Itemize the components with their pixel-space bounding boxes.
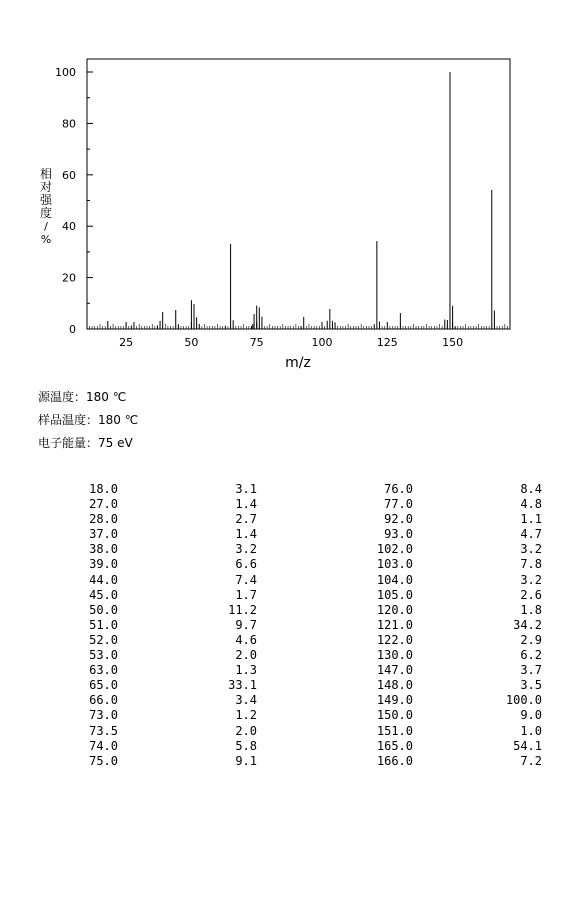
y-tick-label: 0 <box>69 323 76 336</box>
y-tick-label: 60 <box>62 168 76 182</box>
intensity-value: 1.3 <box>235 663 257 678</box>
intensity-value: 9.7 <box>235 617 257 632</box>
mz-value: 102.0 <box>376 542 413 557</box>
peak-lines <box>108 72 495 329</box>
mz-value: 39.0 <box>89 557 118 572</box>
x-axis-label: m/z <box>285 355 311 371</box>
mz-value: 121.0 <box>376 617 413 632</box>
intensity-value: 7.2 <box>520 753 542 768</box>
mz-value: 93.0 <box>384 527 413 542</box>
intensity-value: 3.1 <box>235 482 257 496</box>
intensity-value: 4.7 <box>520 527 542 542</box>
intensity-value: 9.1 <box>235 753 257 768</box>
intensity-value: 2.6 <box>520 587 542 602</box>
intensity-value: 7.4 <box>235 572 257 587</box>
mz-value: 50.0 <box>89 602 118 617</box>
intensity-value: 100.0 <box>505 693 542 708</box>
intensity-value: 1.8 <box>520 602 542 617</box>
x-tick-label: 50 <box>184 336 199 349</box>
intensity-value: 5.8 <box>235 738 257 753</box>
source-temperature: 源温度：180 ℃ <box>38 390 127 404</box>
sample-temperature: 样品温度：180 ℃ <box>38 413 139 427</box>
intensity-value: 33.1 <box>228 678 257 693</box>
x-tick-label: 150 <box>442 336 464 349</box>
mz-value: 75.0 <box>89 753 118 768</box>
mz-value: 63.0 <box>89 663 118 678</box>
mz-value: 53.0 <box>89 648 118 663</box>
mz-value: 65.0 <box>89 678 118 693</box>
intensity-value: 6.6 <box>235 557 257 572</box>
mz-value: 149.0 <box>376 693 413 708</box>
mz-value: 147.0 <box>376 663 413 678</box>
mz-value: 52.0 <box>89 632 118 647</box>
intensity-value: 3.2 <box>235 542 257 557</box>
mz-value: 44.0 <box>89 572 118 587</box>
intensity-value: 1.0 <box>520 723 542 738</box>
intensity-value: 2.0 <box>235 648 257 663</box>
intensity-value: 2.9 <box>520 632 542 647</box>
mz-value: 27.0 <box>89 497 118 512</box>
intensity-value: 54.1 <box>513 738 542 753</box>
x-tick-label: 125 <box>376 336 398 349</box>
mz-value: 45.0 <box>89 587 118 602</box>
mz-value: 76.0 <box>384 482 413 496</box>
mz-value: 92.0 <box>384 512 413 527</box>
intensity-value: 2.0 <box>235 723 257 738</box>
mz-value: 73.0 <box>89 708 118 723</box>
x-tick-label: 100 <box>311 336 333 349</box>
mz-value: 105.0 <box>376 587 413 602</box>
mz-value: 104.0 <box>376 572 413 587</box>
mz-value: 122.0 <box>376 632 413 647</box>
mz-value: 130.0 <box>376 648 413 663</box>
intensity-value: 3.2 <box>520 542 542 557</box>
x-tick-label: 25 <box>119 336 134 349</box>
electron-energy: 电子能量：75 eV <box>38 436 133 450</box>
mz-value: 150.0 <box>376 708 413 723</box>
intensity-value: 6.2 <box>520 648 542 663</box>
intensity-value: 7.8 <box>520 557 542 572</box>
intensity-value: 11.2 <box>228 602 257 617</box>
intensity-value: 4.6 <box>235 632 257 647</box>
y-tick-label: 80 <box>62 117 76 131</box>
mz-value: 66.0 <box>89 693 118 708</box>
intensity-value: 1.7 <box>235 587 257 602</box>
mz-value: 37.0 <box>89 527 118 542</box>
intensity-value: 2.7 <box>235 512 257 527</box>
x-tick-label: 75 <box>249 336 264 349</box>
y-tick-label: 100 <box>55 66 76 79</box>
mz-value: 38.0 <box>89 542 118 557</box>
intensity-value: 9.0 <box>520 708 542 723</box>
y-axis-label: 相对强度/ % <box>39 167 53 246</box>
mz-value: 120.0 <box>376 602 413 617</box>
intensity-value: 8.4 <box>520 482 542 496</box>
intensity-value: 1.4 <box>235 527 257 542</box>
mz-value: 28.0 <box>89 512 118 527</box>
intensity-value: 4.8 <box>520 497 542 512</box>
mz-value: 74.0 <box>89 738 118 753</box>
intensity-value: 3.7 <box>520 663 542 678</box>
intensity-value: 34.2 <box>513 617 542 632</box>
mz-value: 151.0 <box>376 723 413 738</box>
intensity-value: 1.4 <box>235 497 257 512</box>
mz-value: 18.0 <box>89 482 118 496</box>
mz-value: 77.0 <box>384 497 413 512</box>
intensity-value: 1.2 <box>235 708 257 723</box>
mz-value: 166.0 <box>376 753 413 768</box>
intensity-value: 3.4 <box>235 693 257 708</box>
intensity-value: 3.5 <box>520 678 542 693</box>
mz-value: 165.0 <box>376 738 413 753</box>
mz-value: 103.0 <box>376 557 413 572</box>
plot-frame <box>87 59 510 329</box>
mz-value: 51.0 <box>89 617 118 632</box>
mz-value: 73.5 <box>89 723 118 738</box>
intensity-value: 1.1 <box>520 512 542 527</box>
mass-spectrum-chart <box>0 0 570 380</box>
mz-value: 148.0 <box>376 678 413 693</box>
intensity-value: 3.2 <box>520 572 542 587</box>
y-tick-label: 40 <box>62 220 76 234</box>
y-tick-label: 20 <box>62 271 76 285</box>
